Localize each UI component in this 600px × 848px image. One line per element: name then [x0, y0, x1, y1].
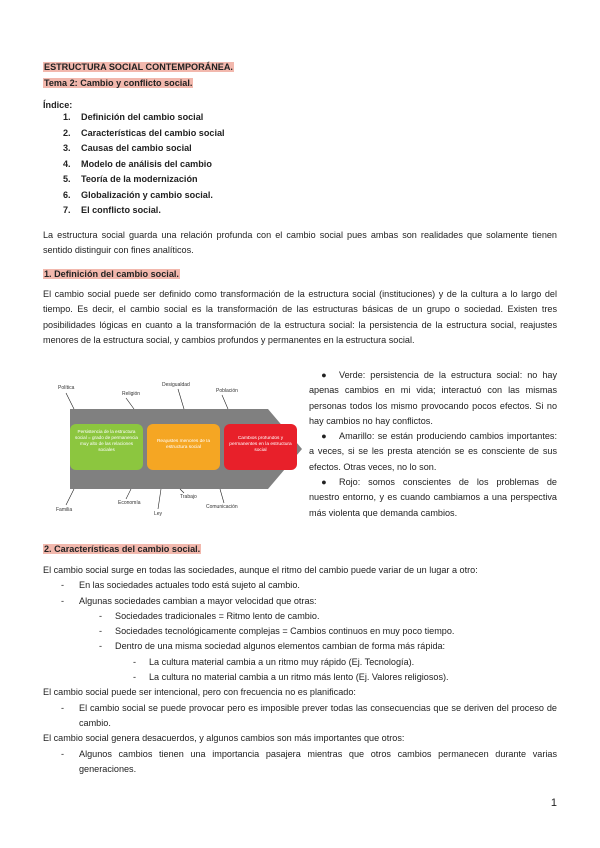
toc-item: 1. Definición del cambio social: [63, 112, 204, 122]
page-number: 1: [550, 797, 557, 809]
toc-item: 6. Globalización y cambio social.: [63, 189, 213, 200]
list-item: - Sociedades tradicionales = Ritmo lento de cambio.: [99, 610, 320, 621]
label-comunicacion: Comunicación: [206, 504, 238, 510]
change-diagram: [56, 381, 302, 516]
label-desigualdad: Desigualdad: [162, 382, 190, 388]
label-ley: Ley: [154, 511, 163, 516]
section1-paragraph: El cambio social puede ser definido como transformación de la estructura social (instituciones) y de la cultura a lo largo del tiempo. Es decir, el cambio social es la transformación de las estructuras básicas de un grupo o sociedad. Existen tres posibilidades lógicas en cuanto a la transformación de la estructura social: la persistencia de la estructura social, reajustes menores de la estructura social, y cambios profundos y permanentes en la estructura social.: [43, 289, 557, 345]
section2-content: [43, 563, 557, 777]
document-title: ESTRUCTURA SOCIAL CONTEMPORÁNEA.: [44, 62, 233, 72]
bullet-item: ● Amarillo: se están produciendo cambios importantes: a veces, si se les presta atención se es consciente de sus efectos. Otras veces, no lo son.: [309, 431, 557, 472]
box-red-text: Cambios profundos y permanentes en la estructura social: [229, 436, 292, 453]
bullet-icon: ●: [321, 370, 327, 380]
list-item: - Algunas sociedades cambian a mayor velocidad que otras:: [61, 595, 317, 606]
document-subtitle: Tema 2: Cambio y conflicto social.: [44, 78, 193, 88]
bullet-icon: ●: [321, 477, 327, 488]
label-politica: Política: [58, 385, 75, 391]
label-poblacion: Población: [216, 388, 238, 394]
label-familia: Familia: [56, 507, 73, 513]
bullet-item: ● Rojo: somos conscientes de los problemas de nuestro entorno, y es cuando cambiamos a una perspectiva más violenta que demanda cambios.: [309, 477, 557, 518]
toc-item: 4. Modelo de análisis del cambio: [63, 158, 212, 169]
list-item: - La cultura material cambia a un ritmo muy rápido (Ej. Tecnología).: [133, 656, 415, 667]
section2-heading: 2. Características del cambio social.: [44, 544, 201, 554]
list-item: - La cultura no material cambia a un ritmo más lento (Ej. Valores religiosos).: [133, 672, 449, 683]
toc-item: 3. Causas del cambio social: [63, 143, 192, 153]
color-bullets: [309, 368, 557, 521]
box-green-text: Persistencia de la estructura social = grado de permanencia muy alto de las relaciones sociales: [75, 429, 138, 452]
list-item: - Sociedades tecnológicamente complejas = Cambios continuos en muy poco tiempo.: [99, 626, 455, 637]
list-item: - Algunos cambios tienen una importancia pasajera mientras que otros cambios permanecen durante varias generaciones.: [61, 748, 557, 774]
intro-paragraph: La estructura social guarda una relación profunda con el cambio social pues ambas son realidades que solamente tienen sentido distinguir con fines analíticos.: [43, 230, 557, 256]
section2-p2: El cambio social puede ser intencional, pero con frecuencia no es planificado:: [43, 687, 356, 698]
bullet-item: ● Verde: persistencia de la estructura social: no hay apenas cambios en mi vida; interactuó con las mismas personas todos los mismo provocando pocos efectos. Si no hay cambios no hay conflictos.: [309, 370, 557, 426]
bullet-icon: ●: [321, 431, 327, 442]
section2-p3: El cambio social genera desacuerdos, y algunos cambios son más importantes que otros:: [43, 733, 405, 744]
label-religion: Religión: [122, 391, 141, 397]
label-trabajo: Trabajo: [180, 494, 197, 500]
list-item: - Dentro de una misma sociedad algunos elementos cambian de forma más rápida:: [99, 641, 446, 652]
index-label: Índice:: [43, 100, 73, 110]
box-yellow-text: Reajustes menores de la estructura social: [156, 439, 211, 450]
label-economia: Economía: [118, 500, 141, 506]
toc-item: 7. El conflicto social.: [63, 205, 161, 215]
toc-item: 5. Teoría de la modernización: [63, 174, 198, 184]
list-item: - El cambio social se puede provocar pero es imposible prever todas las consecuencias que se deriven del proceso de cambio.: [61, 702, 557, 728]
table-of-contents: [63, 110, 225, 219]
section2-p1: El cambio social surge en todas las sociedades, aunque el ritmo del cambio puede variar de un lugar a otro:: [43, 565, 478, 575]
toc-item: 2. Características del cambio social: [63, 127, 225, 138]
list-item: - En las sociedades actuales todo está sujeto al cambio.: [61, 580, 300, 591]
section1-heading: 1. Definición del cambio social.: [44, 269, 179, 279]
